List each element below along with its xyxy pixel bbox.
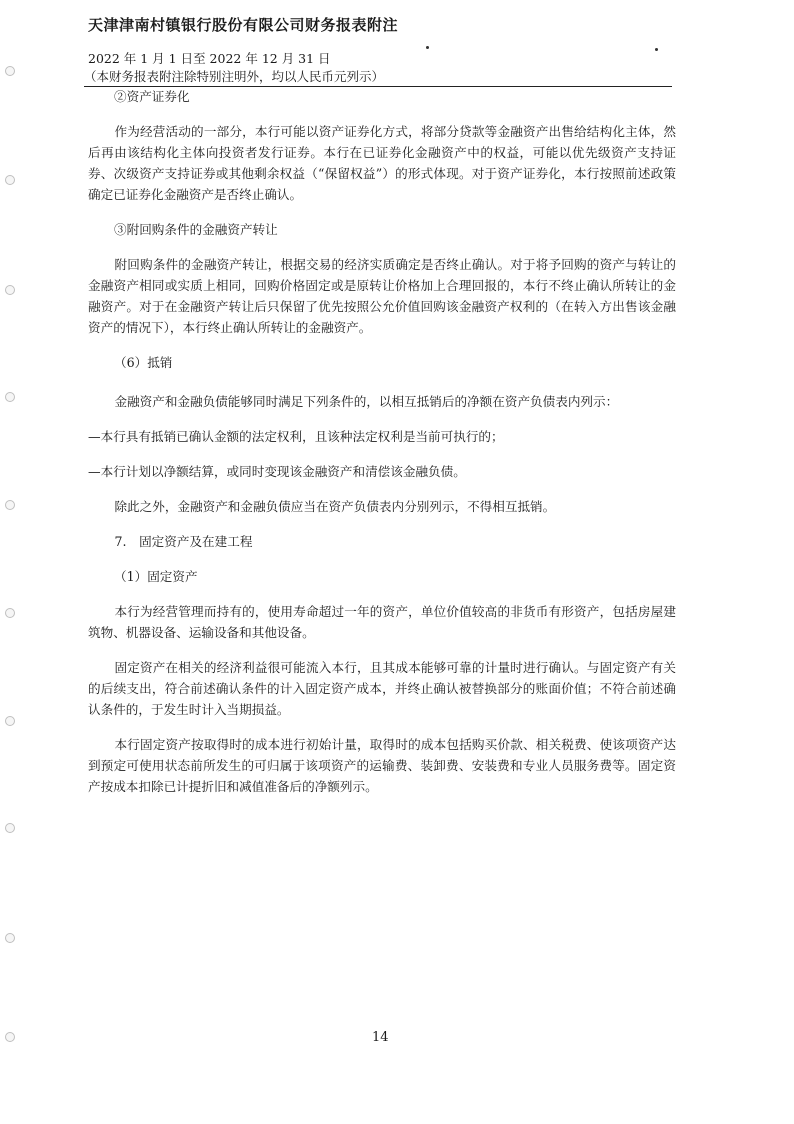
scan-speck [426,46,429,49]
binding-hole [5,823,15,833]
currency-note: （本财务报表附注除特别注明外，均以人民币元列示） [84,69,385,84]
binding-hole [5,933,15,943]
securitization-heading: ②资产证券化 [114,89,190,104]
binding-hole [5,285,15,295]
repurchase-heading: ③附回购条件的金融资产转让 [114,222,278,237]
repurchase-paragraph: 附回购条件的金融资产转让，根据交易的经济实质确定是否终止确认。对于将予回购的资产与转让的金融资产相同或实质上相同，回购价格固定或是原转让价格加上合理回报的，本行不终止确认所转让的金融资产。对于在金融资产转让后只保留了优先按照公允价值回购该金融资产权利的（在转入方出售该金融资产的情况下），本行终止确认所转让的金融资产。 [88,257,676,335]
page-number: 14 [372,1030,389,1045]
fixed-assets-heading: 7. 固定资产及在建工程 [114,534,253,549]
scan-speck [655,48,658,51]
securitization-paragraph: 作为经营活动的一部分，本行可能以资产证券化方式，将部分贷款等金融资产出售给结构化主体，然后再由该结构化主体向投资者发行证券。本行在已证券化金融资产中的权益，可能以优先级资产支持证券、次级资产支持证券或其他剩余权益（“保留权益”）的形式体现。对于资产证券化，本行按照前述政策确定已证券化金融资产是否终止确认。 [88,124,676,202]
binding-hole [5,716,15,726]
fixed-assets-paragraph-3: 本行固定资产按取得时的成本进行初始计量，取得时的成本包括购买价款、相关税费、使该项资产达到预定可使用状态前所发生的可归属于该项资产的运输费、装卸费、安装费和专业人员服务费等。固定资产按成本扣除已计提折旧和减值准备后的净额列示。 [88,737,676,794]
binding-hole [5,1032,15,1042]
binding-hole [5,175,15,185]
binding-hole [5,66,15,76]
binding-hole [5,500,15,510]
binding-hole [5,608,15,618]
offset-paragraph-2: 除此之外，金融资产和金融负债应当在资产负债表内分别列示，不得相互抵销。 [114,499,556,514]
fixed-assets-paragraph-1: 本行为经营管理而持有的，使用寿命超过一年的资产，单位价值较高的非货币有形资产，包括房屋建筑物、机器设备、运输设备和其他设备。 [88,604,676,640]
offset-paragraph: 金融资产和金融负债能够同时满足下列条件的，以相互抵销后的净额在资产负债表内列示： [114,394,619,409]
report-period: 2022 年 1 月 1 日至 2022 年 12 月 31 日 [88,51,331,66]
offset-heading: （6）抵销 [114,355,173,370]
fixed-assets-paragraph-2: 固定资产在相关的经济利益很可能流入本行，且其成本能够可靠的计量时进行确认。与固定资产有关的后续支出，符合前述确认条件的计入固定资产成本，并终止确认被替换部分的账面价值；不符合前述确认条件的，于发生时计入当期损益。 [88,660,676,717]
document-body [88,86,676,797]
offset-condition-2: —本行计划以净额结算，或同时变现该金融资产和清偿该金融负债。 [88,464,466,479]
fixed-assets-subheading: （1）固定资产 [114,569,198,584]
report-title: 天津津南村镇银行股份有限公司财务报表附注 [88,16,399,34]
offset-condition-1: —本行具有抵销已确认金额的法定权利，且该种法定权利是当前可执行的； [88,429,504,444]
binding-hole [5,392,15,402]
